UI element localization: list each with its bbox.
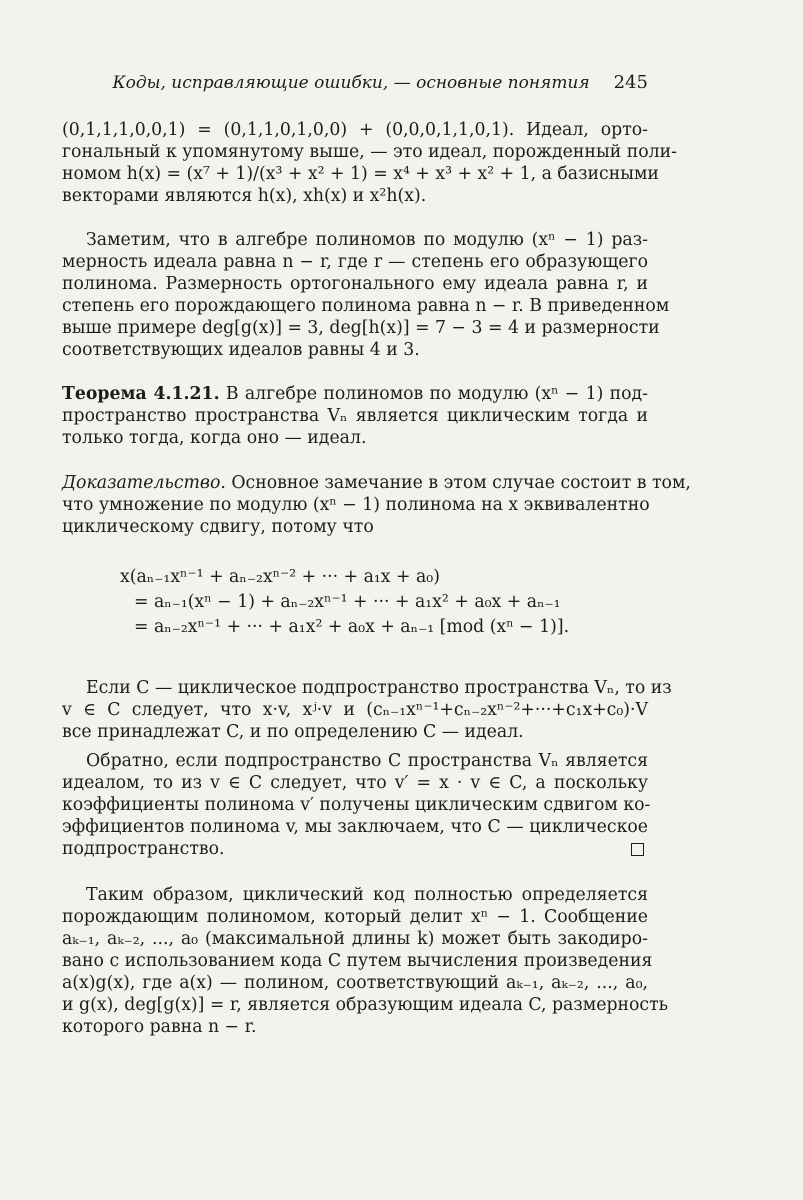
text-line: aₖ₋₁, aₖ₋₂, ..., a₀ (максимальной длины k) может быть закодиро-: [62, 929, 648, 949]
theorem-first-line: [62, 383, 648, 405]
page-number: 245: [613, 72, 648, 93]
text-line-with-qed: [62, 838, 648, 860]
text-line: и g(x), deg[g(x)] = r, является образующим идеала C, размерность: [62, 995, 669, 1015]
text-line: эффициентов полинома v, мы заключаем, что C — циклическое: [62, 817, 648, 837]
text-line: Обратно, если подпространство C пространства Vₙ является: [86, 751, 648, 771]
text-line: которого равна n − r.: [62, 1017, 257, 1037]
proof: [62, 472, 691, 538]
display-formula: [120, 565, 569, 640]
formula-line: = aₙ₋₁(xⁿ − 1) + aₙ₋₂xⁿ⁻¹ + ··· + a₁x² + a₀x + aₙ₋₁: [134, 592, 561, 612]
text-line: мерность идеала равна n − r, где r — степень его образующего: [62, 252, 648, 272]
paragraph-2: [62, 229, 670, 361]
proof-first-line: [62, 472, 691, 494]
text-line: что умножение по модулю (xⁿ − 1) полинома на x эквивалентно: [62, 495, 650, 515]
proof-label: Доказательство.: [62, 473, 226, 493]
page-header: [62, 72, 648, 93]
text-line: соответствующих идеалов равны 4 и 3.: [62, 340, 420, 360]
text-line: v ∈ C следует, что x·v, xʲ·v и (cₙ₋₁xⁿ⁻¹+cₙ₋₂xⁿ⁻²+···+c₁x+c₀)·V: [62, 700, 648, 720]
theorem-4-1-21: [62, 383, 648, 449]
text-line: Если C — циклическое подпространство пространства Vₙ, то из: [86, 678, 672, 698]
paragraph-1: [62, 119, 677, 207]
text-line: Основное замечание в этом случае состоит в том,: [231, 473, 691, 493]
text-line: (0,1,1,1,0,0,1) = (0,1,1,0,1,0,0) + (0,0,0,1,1,0,1). Идеал, орто-: [62, 120, 648, 140]
text-line: a(x)g(x), где a(x) — полином, соответствующий aₖ₋₁, aₖ₋₂, ..., a₀,: [62, 973, 648, 993]
text-line: гональный к упомянутому выше, — это идеал, порожденный поли-: [62, 142, 677, 162]
text-line: Заметим, что в алгебре полиномов по модулю (xⁿ − 1) раз-: [86, 230, 648, 250]
text-line: выше примере deg[g(x)] = 3, deg[h(x)] = 7 − 3 = 4 и размерности: [62, 318, 660, 338]
paragraph-4: [62, 750, 651, 860]
paragraph-5: [62, 884, 669, 1038]
text-line: вано с использованием кода C путем вычисления произведения: [62, 951, 653, 971]
text-line: Таким образом, циклический код полностью определяется: [86, 885, 648, 905]
text-line: идеалом, то из v ∈ C следует, что v′ = x · v ∈ C, а поскольку: [62, 773, 648, 793]
text-line: подпространство.: [62, 839, 225, 859]
text-line: все принадлежат C, и по определению C — идеал.: [62, 722, 524, 742]
text-line: циклическому сдвигу, потому что: [62, 517, 374, 537]
text-line: только тогда, когда оно — идеал.: [62, 428, 367, 448]
formula-line: = aₙ₋₂xⁿ⁻¹ + ··· + a₁x² + a₀x + aₙ₋₁ [mod (xⁿ − 1)].: [134, 617, 570, 637]
paragraph-3: [62, 677, 672, 743]
text-line: номом h(x) = (x⁷ + 1)/(x³ + x² + 1) = x⁴ + x³ + x² + 1, а базисными: [62, 164, 659, 184]
formula-line: x(aₙ₋₁xⁿ⁻¹ + aₙ₋₂xⁿ⁻² + ··· + a₁x + a₀): [120, 567, 440, 587]
theorem-label: Теорема 4.1.21.: [62, 384, 220, 404]
text-line: пространство пространства Vₙ является циклическим тогда и: [62, 406, 648, 426]
text-line: полинома. Размерность ортогонального ему идеала равна r, и: [62, 274, 648, 294]
text-line: В алгебре полиномов по модулю (xⁿ − 1) под-: [225, 384, 648, 404]
qed-square-icon: [631, 843, 644, 856]
text-line: векторами являются h(x), xh(x) и x²h(x).: [62, 186, 427, 206]
text-line: порождающим полиномом, который делит xⁿ − 1. Сообщение: [62, 907, 648, 927]
text-line: степень его порождающего полинома равна n − r. В приведенном: [62, 296, 670, 316]
running-title: Коды, исправляющие ошибки, — основные понятия: [112, 73, 590, 93]
text-line: коэффициенты полинома v′ получены циклическим сдвигом ко-: [62, 795, 651, 815]
